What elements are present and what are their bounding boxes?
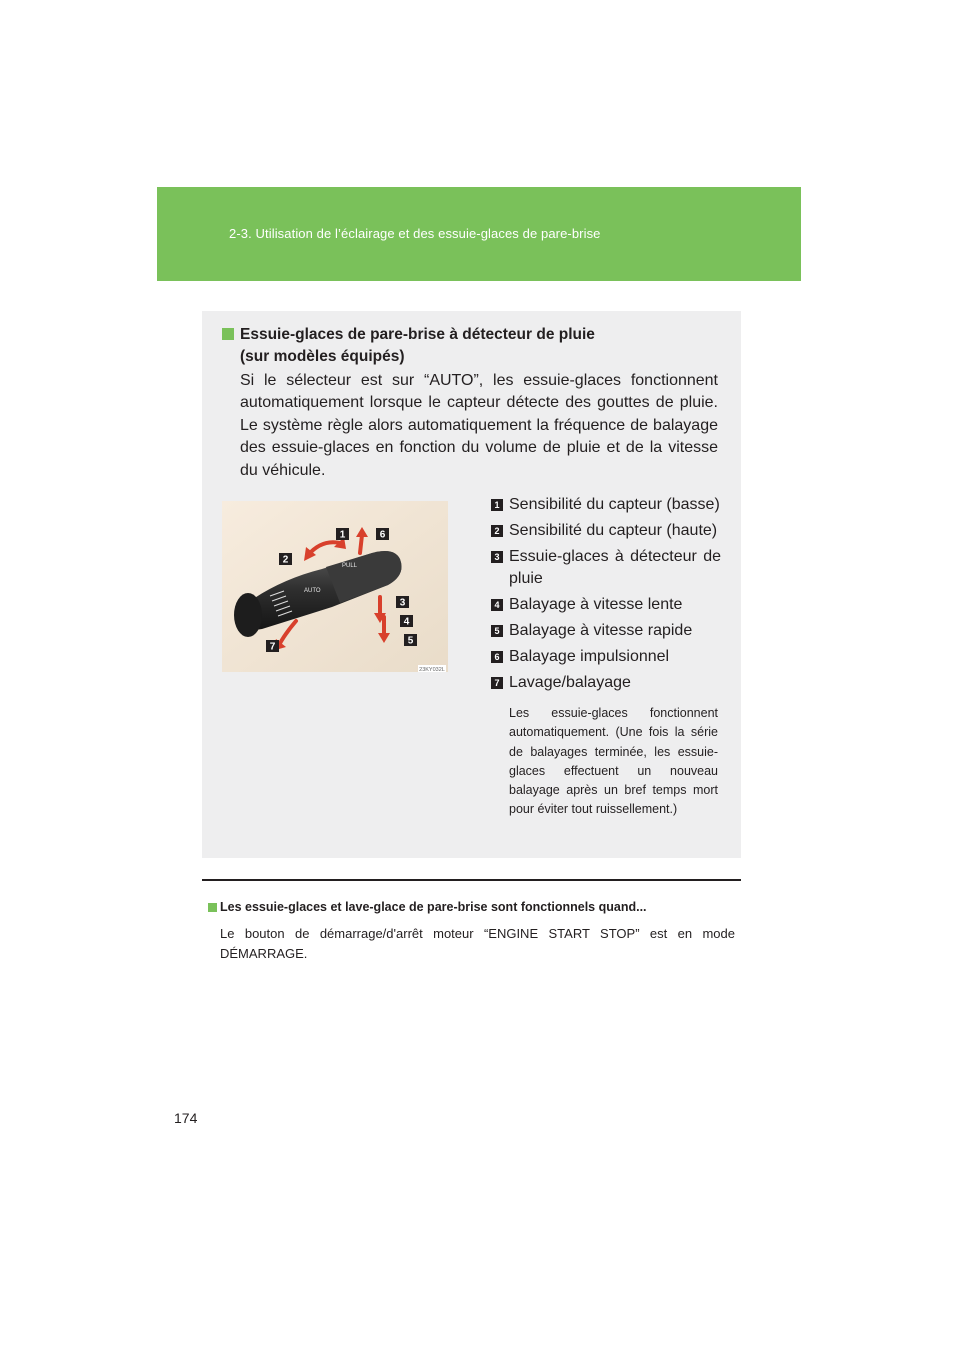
box-body: Si le sélecteur est sur “AUTO”, les essuie-glaces fonctionnent automatiquement lorsque le capteur détecte des gouttes de pluie. Le système règle alors automatiquement la fréquence de balayage des essuie-glaces en fonction du volume de pluie et de la vitesse du véhicule. xyxy=(240,372,718,479)
number-badge: 7 xyxy=(491,677,503,689)
list-item: 6 Balayage impulsionnel xyxy=(491,646,721,668)
title-bullet-icon xyxy=(222,328,234,340)
wiper-lever-illustration xyxy=(222,501,448,672)
box-title xyxy=(240,324,595,368)
svg-text:1: 1 xyxy=(339,529,346,541)
list-item: 2 Sensibilité du capteur (haute) xyxy=(491,520,721,542)
section-title: 2-3. Utilisation de l’éclairage et des essuie-glaces de pare-brise xyxy=(229,226,601,241)
figure-code: 23KY032L xyxy=(419,667,445,672)
list-item: 7 Lavage/balayage xyxy=(491,672,721,694)
list-item: 3 Essuie-glaces à détecteur de pluie xyxy=(491,546,721,590)
svg-text:4: 4 xyxy=(403,616,410,628)
svg-text:3: 3 xyxy=(399,597,406,609)
svg-text:6: 6 xyxy=(379,529,386,541)
list-item: 5 Balayage à vitesse rapide xyxy=(491,620,721,642)
list-item: 4 Balayage à vitesse lente xyxy=(491,594,721,616)
number-badge: 3 xyxy=(491,551,503,563)
pull-label: PULL xyxy=(342,563,358,569)
number-badge: 1 xyxy=(491,499,503,511)
function-list xyxy=(491,494,721,698)
number-badge: 5 xyxy=(491,625,503,637)
number-badge: 2 xyxy=(491,525,503,537)
auto-label: AUTO xyxy=(304,588,321,594)
wiper-lever-figure xyxy=(222,501,448,672)
svg-text:7: 7 xyxy=(269,641,276,653)
box-title-line1: Essuie-glaces de pare-brise à détecteur de pluie xyxy=(240,326,595,343)
number-badge: 4 xyxy=(491,599,503,611)
note-text: Les essuie-glaces fonctionnent automatiquement. (Une fois la série de balayages terminée, les essuie-glaces effectuent un nouveau balayage après un bref temps mort pour éviter tout ruissellement.) xyxy=(509,706,718,817)
number-badge: 6 xyxy=(491,651,503,663)
list-item: 1 Sensibilité du capteur (basse) xyxy=(491,494,721,516)
page-number: 174 xyxy=(174,1110,198,1126)
lower-title: Les essuie-glaces et lave-glace de pare-brise sont fonctionnels quand... xyxy=(220,900,647,914)
divider xyxy=(202,879,741,881)
lower-bullet-icon xyxy=(208,903,217,912)
box-title-line2: (sur modèles équipés) xyxy=(240,348,405,365)
svg-text:5: 5 xyxy=(407,635,414,647)
svg-text:2: 2 xyxy=(282,554,289,566)
lower-text: Le bouton de démarrage/d'arrêt moteur “ENGINE START STOP” est en mode DÉMARRAGE. xyxy=(220,926,735,961)
